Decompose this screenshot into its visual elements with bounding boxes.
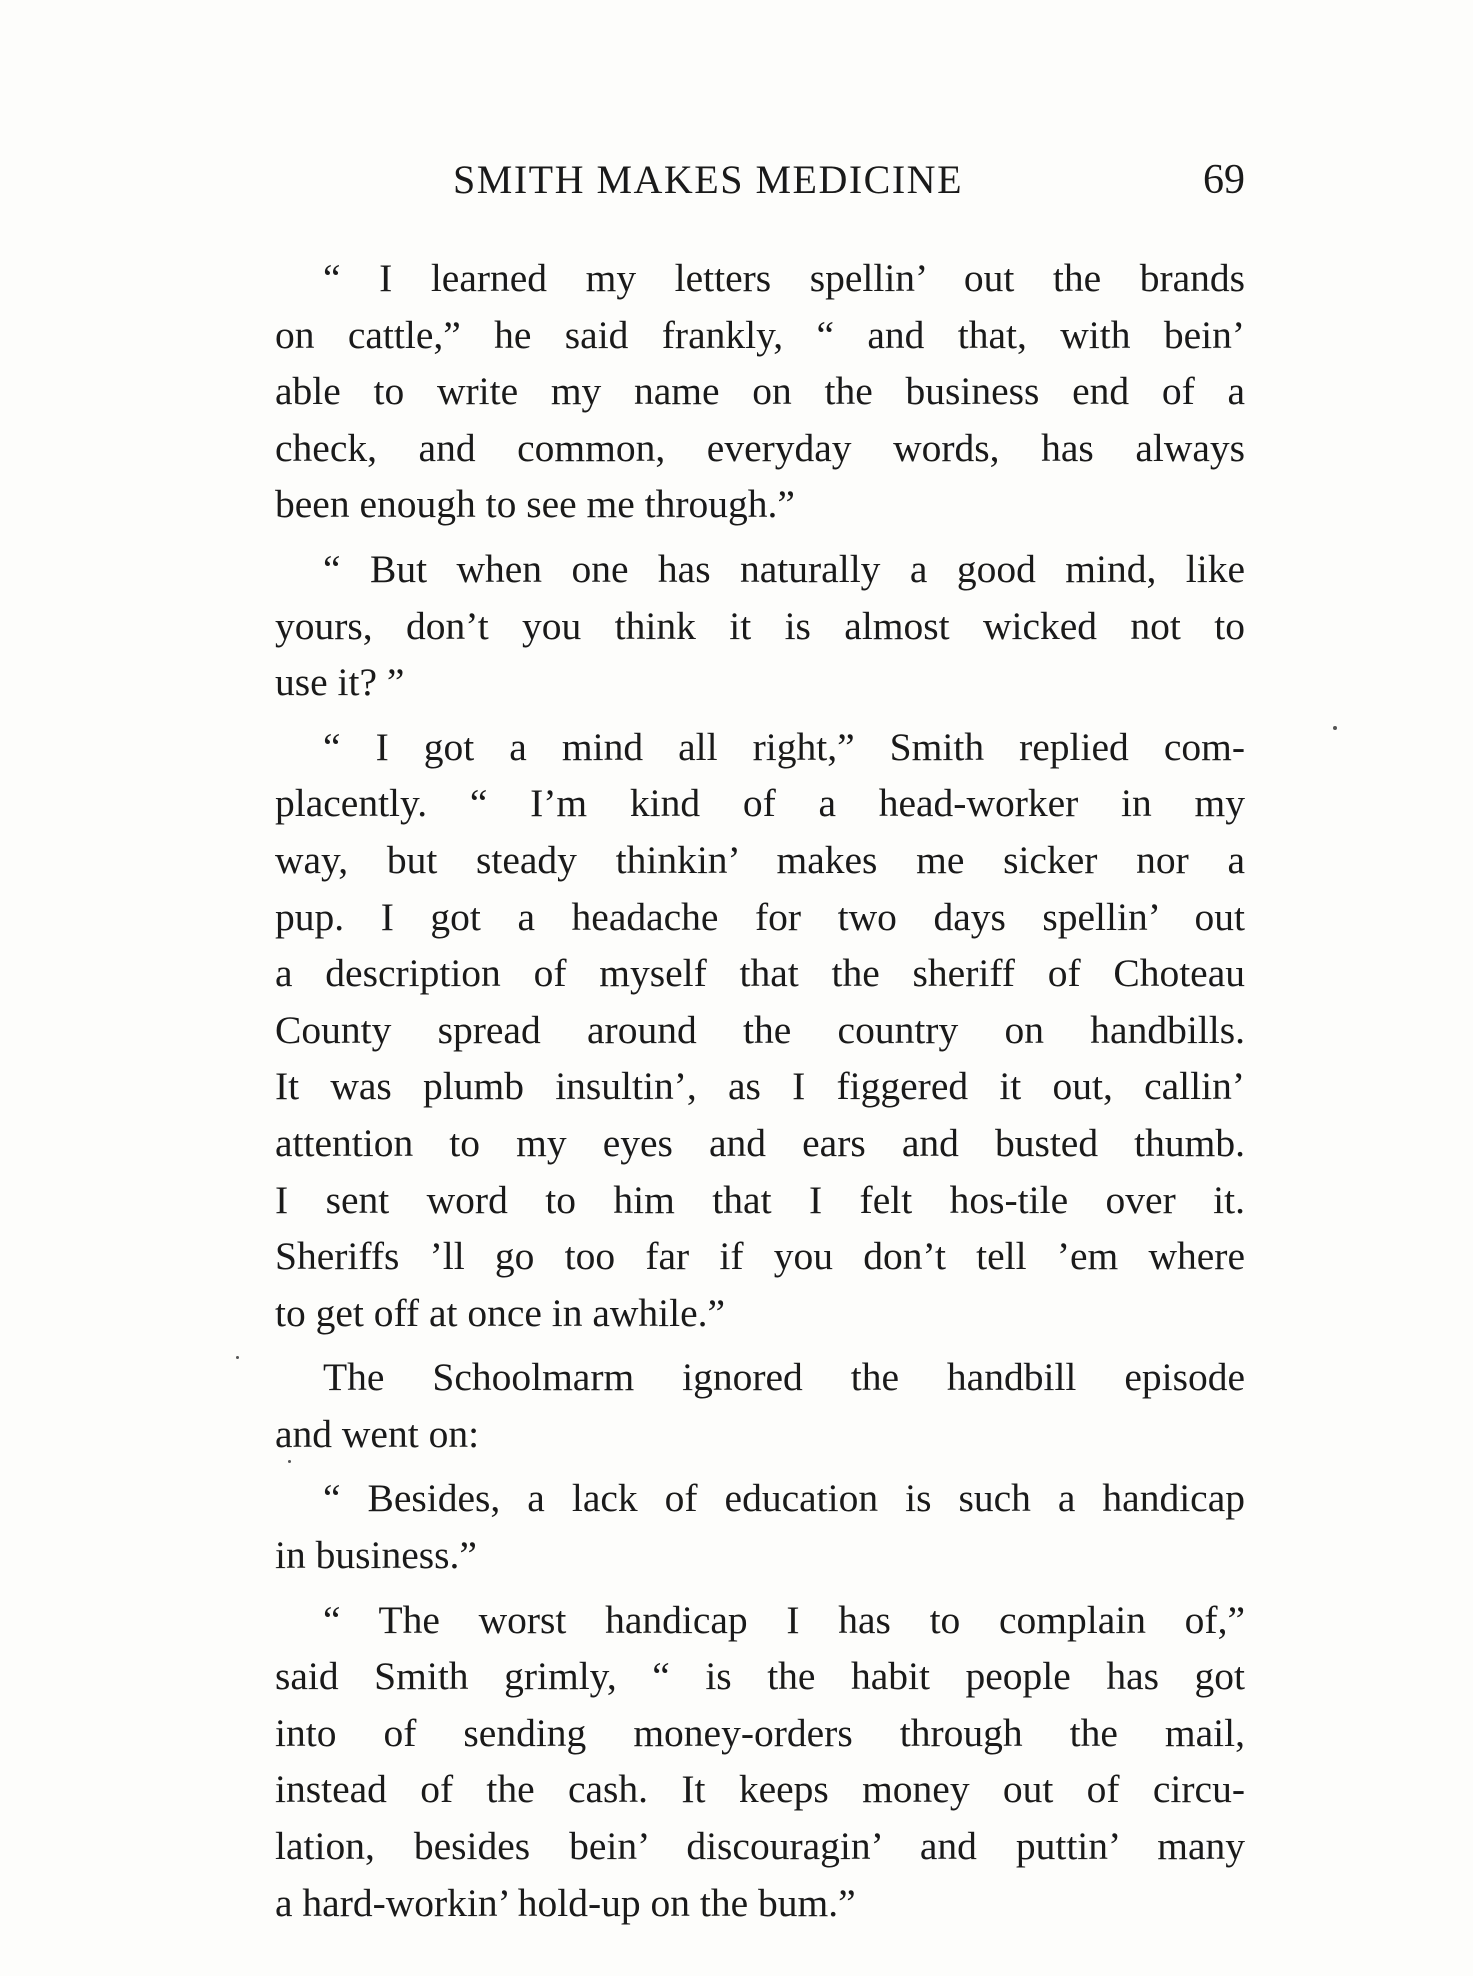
text-line: lation, besides bein’ discouragin’ and puttin’ many	[275, 1824, 1245, 1869]
text-line: placently. “ I’m kind of a head-worker in my	[275, 781, 1245, 826]
text-line: attention to my eyes and ears and busted thumb.	[275, 1120, 1245, 1165]
text-line: “ The worst handicap I has to complain of,”	[323, 1597, 1245, 1642]
text-line: yours, don’t you think it is almost wicked not to	[275, 603, 1245, 648]
text-line: been enough to see me through.”	[275, 482, 795, 527]
text-line: to get off at once in awhile.”	[275, 1290, 726, 1335]
text-line: The Schoolmarm ignored the handbill episode	[323, 1355, 1245, 1400]
text-line: in business.”	[275, 1533, 477, 1578]
body-text	[275, 250, 1245, 1939]
text-line: a description of myself that the sheriff of Choteau	[275, 951, 1245, 996]
text-line: into of sending money-orders through the mail,	[275, 1710, 1245, 1755]
text-line: instead of the cash. It keeps money out of circu-	[275, 1767, 1245, 1812]
running-head	[275, 156, 1245, 212]
print-speck	[236, 1356, 239, 1359]
text-line: “ I learned my letters spellin’ out the brands	[323, 256, 1245, 300]
paragraph	[275, 1470, 1245, 1583]
text-line: I sent word to him that I felt hos-tile over it.	[275, 1177, 1245, 1222]
page-number: 69	[1203, 157, 1245, 203]
print-speck	[288, 1460, 291, 1463]
text-line: said Smith grimly, “ is the habit people has got	[275, 1654, 1245, 1699]
text-line: check, and common, everyday words, has always	[275, 425, 1245, 470]
text-line: on cattle,” he said frankly, “ and that, with bein’	[275, 312, 1245, 357]
paragraph	[275, 1349, 1245, 1462]
text-line: pup. I got a headache for two days spellin’ out	[275, 894, 1245, 939]
text-line: “ Besides, a lack of education is such a handicap	[323, 1476, 1245, 1521]
text-line: use it? ”	[275, 660, 405, 705]
text-line: Sheriffs ’ll go too far if you don’t tell ’em where	[275, 1234, 1245, 1279]
paragraph	[275, 541, 1245, 711]
paragraph	[275, 250, 1245, 533]
text-line: “ I got a mind all right,” Smith replied com-	[323, 724, 1245, 769]
running-title: SMITH MAKES MEDICINE	[453, 157, 963, 202]
text-line: way, but steady thinkin’ makes me sicker nor a	[275, 837, 1245, 882]
text-line: and went on:	[275, 1411, 480, 1456]
text-line: County spread around the country on handbills.	[275, 1007, 1245, 1052]
text-line: “ But when one has naturally a good mind, like	[323, 546, 1245, 591]
paragraph	[275, 1592, 1245, 1932]
text-line: able to write my name on the business end of a	[275, 369, 1245, 414]
text-line: a hard-workin’ hold-up on the bum.”	[275, 1880, 856, 1925]
text-line: It was plumb insultin’, as I figgered it out, callin’	[275, 1064, 1245, 1109]
paragraph	[275, 719, 1245, 1342]
print-speck	[1333, 726, 1337, 730]
